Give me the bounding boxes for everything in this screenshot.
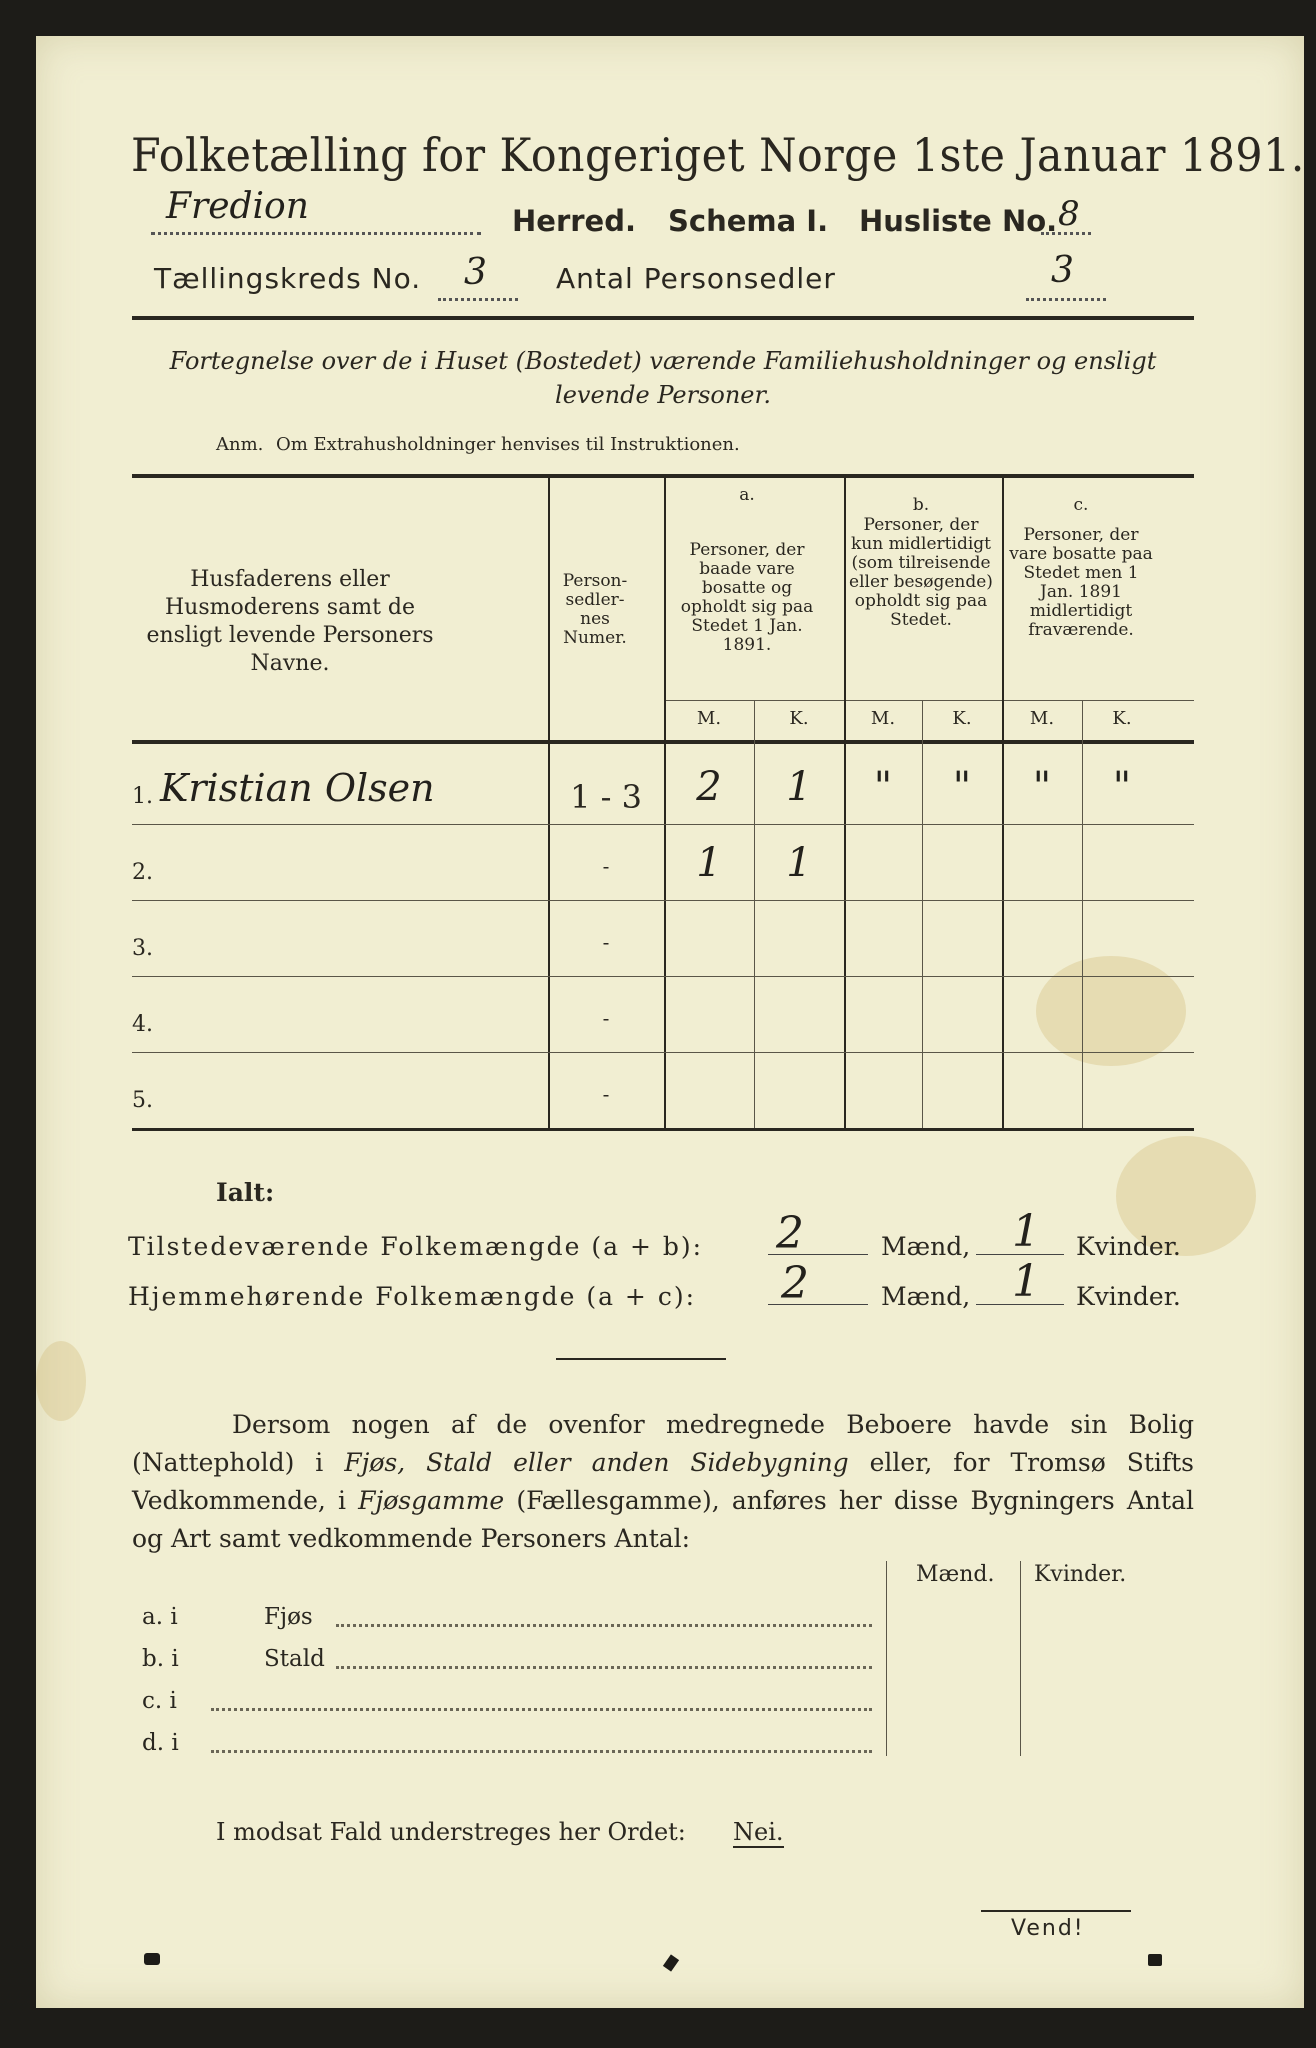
- building-item-letter: d. i: [142, 1730, 179, 1756]
- tilstede-maend-label: Mænd,: [881, 1232, 971, 1261]
- table-header-rule: [132, 740, 1194, 744]
- header-rule: [132, 316, 1194, 320]
- paragraph-part-3: (Fællesgamme), anføres her disse Bygningers Antal og Art samt vedkommende Personers Antal:: [132, 1486, 1194, 1553]
- row-numer: -: [602, 1006, 610, 1030]
- row-rule: [132, 824, 1194, 825]
- building-item-letter: c. i: [142, 1688, 177, 1714]
- a-k-label: K.: [789, 708, 809, 729]
- c-m-label: M.: [1029, 708, 1055, 729]
- row-cell-c-m: ": [1032, 764, 1052, 810]
- tilstede-label: Tilstedeværende Folkemængde (a + b):: [128, 1232, 704, 1261]
- row-cell-a-k: 1: [786, 764, 812, 810]
- ialt-label: Ialt:: [216, 1178, 275, 1207]
- separator-rule: [556, 1358, 726, 1360]
- paper-stain: [1036, 956, 1186, 1066]
- building-item-label: Fjøs: [264, 1604, 313, 1630]
- c-k-label: K.: [1112, 708, 1132, 729]
- row-numer: -: [602, 930, 610, 954]
- row-number: 1.: [132, 784, 153, 809]
- vend-text: Vend!: [1011, 1916, 1085, 1941]
- ink-mark: [1148, 1954, 1162, 1966]
- census-form-page: [36, 36, 1304, 2008]
- kreds-value: 3: [464, 252, 487, 293]
- col-c-letter: c.: [1073, 495, 1089, 515]
- col-header-a: Personer, der baade vare bosatte og opholdt sig paa Stedet 1 Jan. 1891.: [680, 540, 814, 655]
- personsedler-value: 3: [1051, 250, 1074, 291]
- row-number: 3.: [132, 936, 153, 961]
- col-b-letter: b.: [912, 495, 930, 515]
- anm-label: Anm.: [216, 434, 264, 455]
- table-bottom-rule: [132, 1128, 1194, 1131]
- row-numer: 1 - 3: [570, 778, 642, 816]
- row-cell-b-m: ": [873, 764, 893, 810]
- nei-word: Nei.: [733, 1818, 784, 1846]
- herred-value: Fredion: [166, 186, 309, 227]
- paragraph-part-2: eller, for Tromsø Stifts Vedkommende, i: [132, 1448, 1194, 1515]
- buildings-kvinder-header: Kvinder.: [1034, 1562, 1127, 1587]
- anm-text: Om Extrahusholdninger henvises til Instruktionen.: [276, 434, 740, 455]
- row-numer: -: [602, 854, 610, 878]
- row-cell-a-m: 1: [696, 840, 722, 886]
- row-cell-a-m: 2: [696, 764, 722, 810]
- row-cell-c-k: ": [1112, 764, 1132, 810]
- b-m-label: M.: [870, 708, 896, 729]
- subheader-line: [664, 700, 1194, 701]
- col-header-numer: Person-sedler-nes Numer.: [562, 571, 628, 648]
- row-cell-a-k: 1: [786, 840, 812, 886]
- tilstede-maend-value: 2: [776, 1208, 804, 1259]
- paragraph-gamme: Fjøsgamme: [358, 1486, 505, 1515]
- row-cell-b-k: ": [952, 764, 972, 810]
- paragraph-part-1: Dersom nogen af de ovenfor medregnede Beboere havde sin Bolig (Nattephold) i: [132, 1410, 1194, 1477]
- buildings-col-divider: [1020, 1561, 1021, 1756]
- vend-rule: [981, 1910, 1131, 1912]
- building-item-dots: [336, 1666, 872, 1669]
- tilstede-kvinder-label: Kvinder.: [1076, 1232, 1181, 1261]
- buildings-col-divider: [886, 1561, 887, 1756]
- tilstede-kvinder-value: 1: [1012, 1206, 1040, 1257]
- col-header-names: Husfaderens eller Husmoderens samt de ensligt levende Personers Navne.: [146, 567, 434, 676]
- row-numer: -: [602, 1082, 610, 1106]
- a-m-label: M.: [696, 708, 722, 729]
- hjemme-maend-value: 2: [781, 1258, 809, 1309]
- personsedler-label: Antal Personsedler: [556, 262, 836, 295]
- row-number: 2.: [132, 860, 153, 885]
- row-name: Kristian Olsen: [160, 766, 435, 810]
- buildings-paragraph: [132, 1406, 1194, 1558]
- hjemme-maend-label: Mænd,: [881, 1282, 971, 1311]
- herred-label: Herred.: [512, 204, 636, 238]
- paragraph-fjos: Fjøs, Stald eller anden Sidebygning: [344, 1448, 849, 1477]
- intro-heading: Fortegnelse over de i Huset (Bostedet) værende Familiehusholdninger og ensligt levende Personer.: [169, 347, 1157, 409]
- table-top-rule: [132, 474, 1194, 478]
- col-header-c: Personer, der vare bosatte paa Stedet men 1 Jan. 1891 midlertidigt fraværende.: [1009, 525, 1153, 640]
- row-number: 5.: [132, 1088, 153, 1113]
- b-k-label: K.: [952, 708, 972, 729]
- row-rule: [132, 976, 1194, 977]
- schema-label: Schema I.: [668, 204, 829, 238]
- modsat-text: I modsat Fald understreges her Ordet:: [216, 1818, 686, 1846]
- row-number: 4.: [132, 1012, 153, 1037]
- buildings-maend-header: Mænd.: [916, 1562, 995, 1587]
- hjemme-label: Hjemmehørende Folkemængde (a + c):: [128, 1282, 696, 1311]
- building-item-dots: [211, 1708, 872, 1711]
- building-item-letter: b. i: [142, 1646, 179, 1672]
- husliste-label: Husliste No.: [859, 204, 1058, 238]
- building-item-dots: [211, 1750, 872, 1753]
- paper-stain: [36, 1341, 86, 1421]
- col-a-letter: a.: [739, 485, 755, 505]
- building-item-label: Stald: [264, 1646, 325, 1672]
- husliste-value: 8: [1058, 194, 1080, 234]
- building-item-dots: [336, 1624, 872, 1627]
- form-title: Folketælling for Kongeriget Norge 1ste Januar 1891.: [131, 128, 1305, 182]
- ink-mark: [663, 1954, 679, 1971]
- building-item-letter: a. i: [142, 1604, 178, 1630]
- row-rule: [132, 1052, 1194, 1053]
- ink-mark: [144, 1953, 160, 1965]
- col-header-b: Personer, der kun midlertidigt (som tilreisende eller besøgende) opholdt sig paa Stedet.: [849, 515, 993, 630]
- hjemme-kvinder-label: Kvinder.: [1076, 1282, 1181, 1311]
- row-rule: [132, 900, 1194, 901]
- kreds-label: Tællingskreds No.: [154, 262, 422, 295]
- hjemme-kvinder-value: 1: [1012, 1256, 1040, 1307]
